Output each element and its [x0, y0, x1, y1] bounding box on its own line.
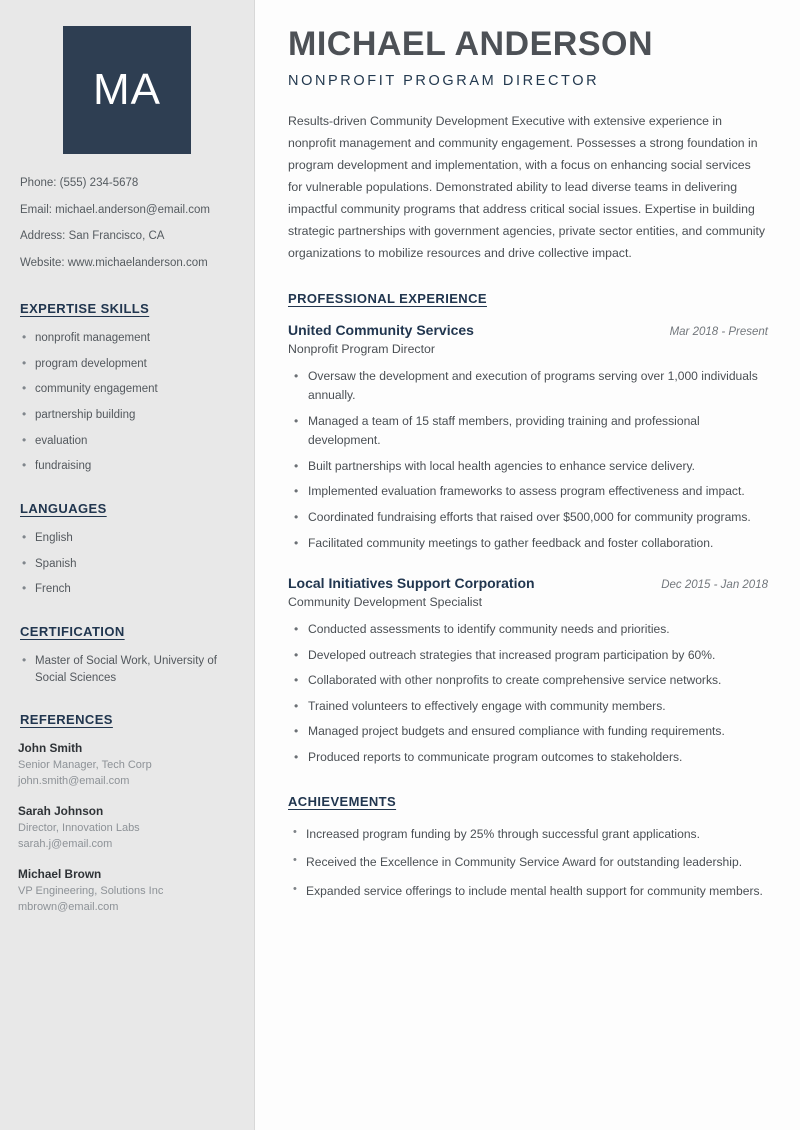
list-item: • Facilitated community meetings to gather feedback and foster collaboration.: [288, 534, 768, 554]
skills-section: [18, 301, 236, 475]
list-item: • English: [18, 530, 236, 547]
skills-list: [18, 330, 236, 475]
contact-address: Address: San Francisco, CA: [20, 230, 165, 243]
experience-company: Local Initiatives Support Corporation: [288, 575, 535, 592]
list-item: • nonprofit management: [18, 330, 236, 347]
list-item: • fundraising: [18, 458, 236, 475]
experience-company: United Community Services: [288, 321, 474, 338]
list-item: • Received the Excellence in Community Service Award for outstanding leadership.: [288, 853, 768, 873]
avatar: [63, 26, 191, 154]
reference-email: john.smith@email.com: [18, 775, 130, 788]
languages-section: [18, 501, 236, 598]
list-item: • French: [18, 581, 236, 598]
list-item: • Master of Social Work, University of Social Sciences: [18, 653, 236, 686]
list-item: • Trained volunteers to effectively engage with community members.: [288, 697, 768, 717]
experience-bullets: [288, 620, 768, 767]
reference-email: mbrown@email.com: [18, 901, 119, 914]
list-item: • Implemented evaluation frameworks to assess program effectiveness and impact.: [288, 482, 768, 502]
reference-title: Senior Manager, Tech Corp: [18, 759, 152, 772]
sidebar: [0, 0, 255, 1130]
experience-section: [288, 291, 768, 768]
reference-title: VP Engineering, Solutions Inc: [18, 885, 164, 898]
experience-role: Nonprofit Program Director: [288, 341, 435, 356]
list-item: • partnership building: [18, 407, 236, 424]
reference-email: sarah.j@email.com: [18, 838, 113, 851]
certification-list: [18, 653, 236, 686]
list-item: • Spanish: [18, 556, 236, 573]
experience-entry: [288, 322, 768, 554]
certification-section: [18, 624, 236, 686]
list-item: [18, 867, 236, 916]
contact-phone: Phone: (555) 234-5678: [20, 177, 139, 189]
experience-heading: PROFESSIONAL EXPERIENCE: [288, 290, 487, 306]
skills-heading: EXPERTISE SKILLS: [20, 301, 150, 317]
list-item: • Produced reports to communicate program outcomes to stakeholders.: [288, 748, 768, 768]
list-item: • program development: [18, 356, 236, 373]
reference-name: John Smith: [18, 741, 83, 756]
achievements-heading: ACHIEVEMENTS: [288, 793, 397, 809]
references-section: [18, 712, 236, 916]
professional-summary: Results-driven Community Development Executive with extensive experience in nonprofit management and community engagement. Possesses a strong foundation in program development and implementation, with a focus on enhancing social services for vulnerable populations. Demonstrated ability to lead diverse teams in delivering impactful community programs that address critical social issues. Expertise in building strategic partnerships with government agencies, private sector entities, and community organizations to mobilize resources and drive collective impact.: [288, 114, 766, 260]
main-content: [255, 0, 800, 1130]
list-item: • Increased program funding by 25% through successful grant applications.: [288, 825, 768, 845]
avatar-initials: MA: [93, 65, 161, 114]
achievements-section: [288, 794, 768, 902]
contact-website: Website: www.michaelanderson.com: [20, 256, 208, 269]
page-title: MICHAEL ANDERSON: [288, 25, 654, 63]
list-item: • Developed outreach strategies that increased program participation by 60%.: [288, 646, 768, 666]
achievements-list: [288, 825, 768, 902]
contact-email: Email: michael.anderson@email.com: [20, 203, 210, 216]
experience-role: Community Development Specialist: [288, 595, 483, 610]
list-item: • Expanded service offerings to include mental health support for community members.: [288, 882, 768, 902]
reference-name: Sarah Johnson: [18, 804, 104, 819]
references-heading: REFERENCES: [20, 712, 113, 728]
languages-heading: LANGUAGES: [20, 501, 107, 517]
experience-entry: [288, 575, 768, 767]
experience-bullets: [288, 367, 768, 554]
job-title: NONPROFIT PROGRAM DIRECTOR: [288, 73, 600, 90]
list-item: • evaluation: [18, 433, 236, 450]
reference-title: Director, Innovation Labs: [18, 822, 140, 835]
list-item: • community engagement: [18, 381, 236, 398]
reference-name: Michael Brown: [18, 867, 102, 882]
certification-heading: CERTIFICATION: [20, 624, 125, 640]
list-item: • Built partnerships with local health agencies to enhance service delivery.: [288, 457, 768, 477]
experience-entry-header: [288, 575, 768, 591]
experience-entry-header: [288, 322, 768, 338]
contact-list: [20, 176, 236, 271]
list-item: • Conducted assessments to identify community needs and priorities.: [288, 620, 768, 640]
list-item: • Managed a team of 15 staff members, providing training and professional development.: [288, 412, 768, 451]
list-item: • Coordinated fundraising efforts that raised over $500,000 for community programs.: [288, 508, 768, 528]
experience-dates: Mar 2018 - Present: [669, 325, 768, 338]
experience-dates: Dec 2015 - Jan 2018: [661, 579, 768, 592]
list-item: • Managed project budgets and ensured compliance with funding requirements.: [288, 722, 768, 742]
list-item: [18, 804, 236, 853]
languages-list: [18, 530, 236, 598]
list-item: • Collaborated with other nonprofits to create comprehensive service networks.: [288, 671, 768, 691]
list-item: • Oversaw the development and execution of programs serving over 1,000 individuals annually.: [288, 367, 768, 406]
list-item: [18, 741, 236, 790]
